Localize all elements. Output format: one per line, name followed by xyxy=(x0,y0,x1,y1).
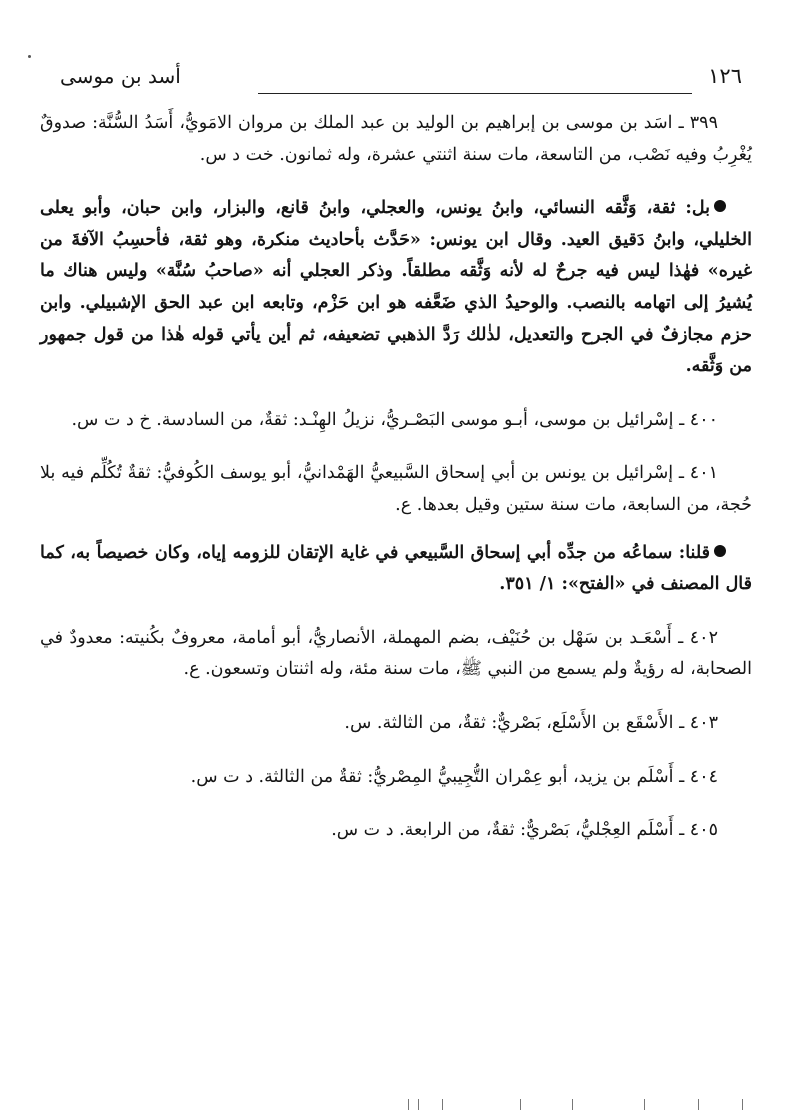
entry-401 xyxy=(40,458,752,521)
entry-404 xyxy=(40,762,752,794)
page-number: ١٢٦ xyxy=(708,64,742,88)
scan-mark xyxy=(572,1099,573,1110)
entry-text: أَسْلَم بن يزيد، أبو عِمْران التُّجِيبيُّ المِصْريُّ: ثقةٌ من الثالثة. د ت س. xyxy=(190,766,674,787)
page-header xyxy=(40,62,752,96)
scan-mark xyxy=(520,1099,521,1110)
entry-text: اسَد بن موسى بن إبراهيم بن الوليد بن عبد الملك بن مروان الامَويُّ، أَسَدُ السُّنَّة: صدوقٌ يُغْرِبُ وفيه نَصْب، من التاسعة، مات سنة اثنتي عشرة، وله ثمانون. خت د س. xyxy=(40,113,752,165)
entry-403 xyxy=(40,708,752,740)
entry-number: ٤٠٥ ـ xyxy=(673,820,718,841)
scan-mark xyxy=(408,1099,409,1110)
book-page xyxy=(40,62,752,1092)
entry-402 xyxy=(40,623,752,686)
note-399 xyxy=(40,193,752,383)
entry-number: ٤٠١ ـ xyxy=(673,463,718,484)
entry-number: ٤٠٣ ـ xyxy=(673,712,718,733)
header-rule xyxy=(258,93,692,94)
entry-number: ٤٠٤ ـ xyxy=(673,766,718,787)
entry-text: إسْرائيل بن يونس بن أبي إسحاق السَّبيعيُّ الهَمْدانيُّ، أبو يوسف الكُوفيُّ: ثقةٌ تُكُلِّم فيه بلا حُجة، من السابعة، مات سنة ستين وقيل بعدها. ع. xyxy=(40,463,752,515)
note-401 xyxy=(40,538,752,601)
entry-number: ٣٩٩ ـ xyxy=(672,113,718,133)
entry-number: ٤٠٠ ـ xyxy=(673,409,718,430)
scan-mark xyxy=(742,1099,743,1110)
entry-text: الأَسْقَع بن الأَسْلَع، بَصْريٌّ: ثقةٌ، من الثالثة. س. xyxy=(344,712,674,733)
entries-list xyxy=(40,108,752,847)
entry-400 xyxy=(40,405,752,437)
scan-mark xyxy=(418,1099,419,1110)
entry-number: ٤٠٢ ـ xyxy=(671,627,718,648)
note-text: قلنا: سماعُه من جدِّه أبي إسحاق السَّبيعي في غاية الإتقان للزومه إياه، وكان خصيصاً به، كما قال المصنف في «الفتح»: ١/ ٣٥١. xyxy=(40,542,752,595)
entry-text: أَسْلَم العِجْليُّ، بَصْريٌّ: ثقةٌ، من الرابعة. د ت س. xyxy=(331,820,674,841)
scan-dot xyxy=(28,55,31,58)
entry-text: إسْرائيل بن موسى، أبـو موسى البَصْـريُّ، نزيلُ الهِنْـد: ثقةٌ، من السادسة. خ د ت س. xyxy=(71,409,674,430)
bullet-icon xyxy=(714,200,726,212)
entry-405 xyxy=(40,815,752,847)
entry-399 xyxy=(40,108,752,171)
bullet-icon xyxy=(714,545,726,557)
scan-mark xyxy=(644,1099,645,1110)
note-text: بل: ثقة، وَثَّقه النسائي، وابنُ يونس، والعجلي، وابنُ قانع، والبزار، وابن حبان، وأبو يعلى الخليلي، وابنُ دَقيق العيد. وقال ابن يونس: «حَدَّث بأحاديث منكرة، وهو ثقة، فأحسِبُ الآفةَ من غيره» فهٰذا ليس فيه جرحٌ له لأنه وَثَّقه مطلقاً. وذكر العجلي أنه «صاحبُ سُنَّة» وليس هناك ما يُشيرُ إلى اتهامه بالنصب. والوحيدُ الذي ضَعَّفه هو ابن حَزْم، وتابعه ابن عبد الحق الإشبيلي. وابن حزم مجازفٌ في الجرح والتعديل، لذٰلك رَدَّ الذهبي تضعيفه، ثم أين يأتي قوله هٰذا من قول جمهور من وَثَّقه. xyxy=(40,198,752,377)
entry-text: أَسْعَـد بن سَهْل بن حُنَيْف، بضم المهملة، الأنصاريُّ، أبو أمامة، معروفٌ بكُنيته: معدودٌ في الصحابة، له رؤيةٌ ولم يسمع من النبي ﷺ، مات سنة مئة، وله اثنتان وتسعون. ع. xyxy=(40,627,752,680)
scan-mark xyxy=(698,1099,699,1110)
scan-marks xyxy=(390,1098,770,1110)
scan-mark xyxy=(442,1099,443,1110)
running-title: أسد بن موسى xyxy=(60,64,181,88)
